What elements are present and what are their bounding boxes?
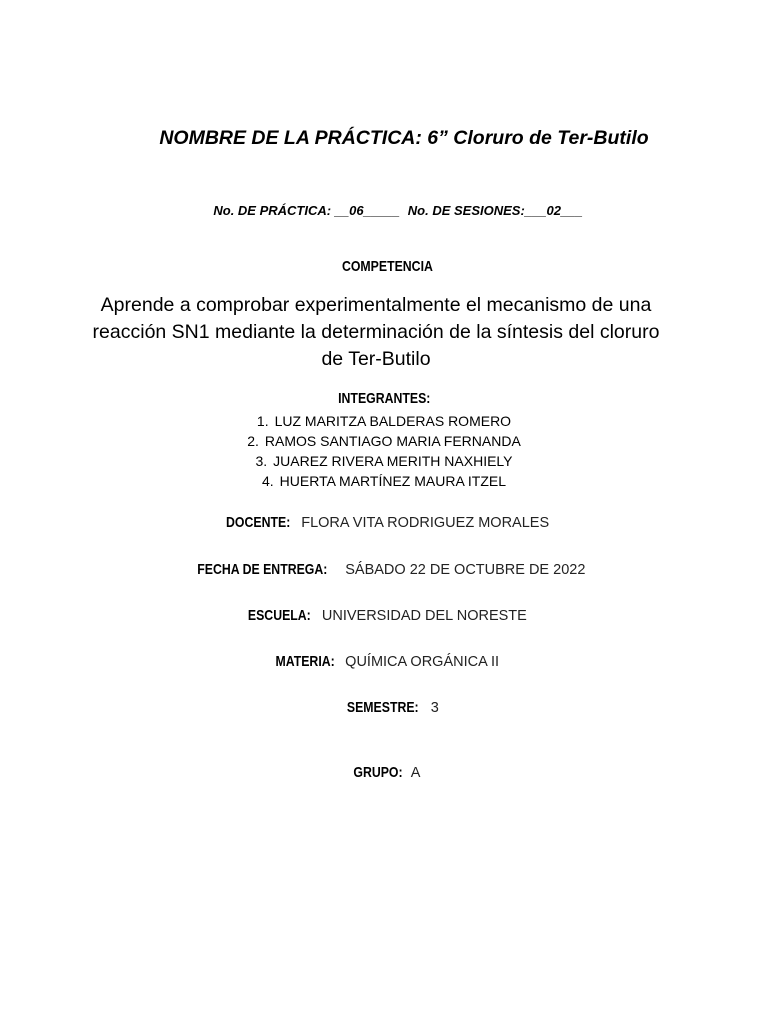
competencia-text: Aprende a comprobar experimentalmente el mecanismo de una reacción SN1 mediante la determinación de la síntesis del cloruro de Ter-Butilo	[92, 294, 660, 370]
list-item: 2. RAMOS SANTIAGO MARIA FERNANDA	[247, 433, 521, 449]
materia-row	[0, 653, 768, 670]
semestre-row	[0, 699, 768, 716]
grupo-row	[0, 764, 768, 781]
integrantes-list	[0, 411, 768, 491]
semestre-value: 3	[430, 700, 439, 716]
list-item: 4. HUERTA MARTÍNEZ MAURA ITZEL	[261, 473, 507, 489]
grupo-value: A	[410, 765, 421, 781]
integrantes-heading-row	[0, 390, 768, 407]
practice-number: No. DE PRÁCTICA: __06_____	[213, 203, 400, 218]
practice-numbers-line	[0, 203, 768, 218]
escuela-value: UNIVERSIDAD DEL NORESTE	[321, 608, 527, 624]
fecha-label: FECHA DE ENTREGA:	[196, 561, 327, 578]
escuela-label: ESCUELA:	[248, 607, 311, 624]
escuela-row	[0, 607, 768, 624]
competencia-heading-row	[0, 258, 768, 275]
semestre-label: SEMESTRE:	[347, 699, 419, 716]
materia-label: MATERIA:	[275, 653, 335, 670]
list-item: 1. LUZ MARITZA BALDERAS ROMERO	[256, 413, 512, 429]
docente-value: FLORA VITA RODRIGUEZ MORALES	[301, 515, 550, 531]
competencia-heading: COMPETENCIA	[341, 258, 433, 275]
materia-value: QUÍMICA ORGÁNICA II	[345, 654, 500, 670]
docente-row	[0, 514, 768, 531]
fecha-value: SÁBADO 22 DE OCTUBRE DE 2022	[345, 562, 586, 578]
sessions-number: No. DE SESIONES:___02___	[407, 203, 583, 218]
practice-title: NOMBRE DE LA PRÁCTICA: 6” Cloruro de Ter-Butilo	[159, 127, 649, 149]
list-item: 3. JUAREZ RIVERA MERITH NAXHIELY	[255, 453, 513, 469]
grupo-label: GRUPO:	[352, 764, 403, 781]
fecha-row	[0, 561, 768, 578]
integrantes-heading: INTEGRANTES:	[337, 390, 431, 407]
docente-label: DOCENTE:	[225, 514, 291, 531]
